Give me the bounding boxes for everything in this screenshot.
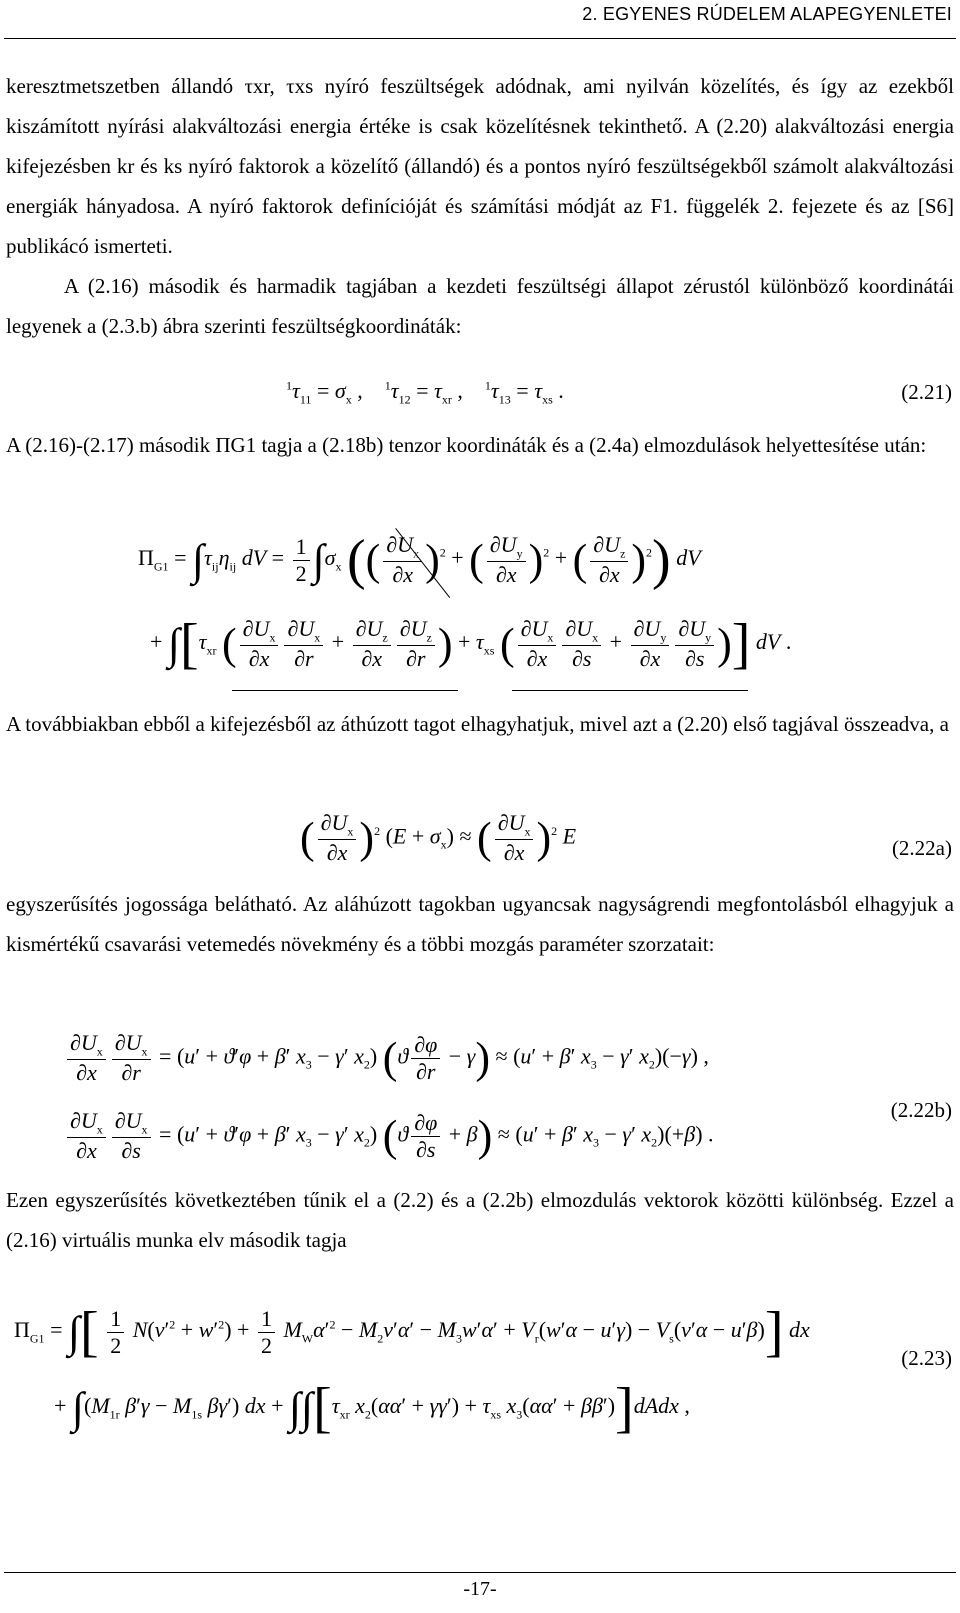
paragraph-initial-stress: A (2.16) második és harmadik tagjában a kezdeti feszültségi állapot zérustól különböző koordinátái legyenek a (2.3.b) ábra szerinti feszültségkoordináták: (6, 274, 954, 338)
equation-number: (2.21) (901, 380, 952, 404)
equation-number: (2.22a) (891, 836, 952, 860)
footer-rule (4, 1572, 956, 1573)
paragraph-strike-term: A továbbiakban ebből a kifejezésből az áthúzott tagot elhagyhatjuk, mivel azt a (2.20) első tagjával összeadva, a (6, 712, 949, 736)
header-rule (4, 38, 956, 39)
underline-term-xr (232, 690, 458, 691)
paragraph-second-term: A (2.16)-(2.17) második ΠG1 tagja a (2.18b) tenzor koordináták és a (2.4a) elmozdulások helyettesítése után: (6, 433, 927, 457)
paragraph-consequence: Ezen egyszerűsítés következtében tűnik el a (2.2) és a (2.2b) elmozdulás vektorok közötti különbség. Ezzel a (2.16) virtuális munka elv második tagja (6, 1188, 954, 1252)
running-header: 2. EGYENES RÚDELEM ALAPEGYENLETEI (582, 4, 952, 24)
paragraph-simplification: egyszerűsítés jogossága belátható. Az aláhúzott tagokban ugyancsak nagyságrendi megfontolásból elhagyjuk a kismértékű csavarási vetemedés növekmény és a többi mozgás paraméter szorzatait: (6, 892, 954, 956)
equation-number-2-23: (2.23) (901, 1346, 952, 1370)
underline-term-xs (512, 690, 748, 691)
page-number: -17- (463, 1578, 497, 1600)
paragraph-shear-factors: keresztmetszetben állandó τxr, τxs nyíró feszültségek adódnak, ami nyilván közelítés, és így az ezekből kiszámított nyírási alakváltozási energia értéke is csak közelítésnek tekinthető. A (2.20) alakváltozási energia kifejezésben kr és ks nyíró faktorok a közelítő (állandó) és a pontos nyíró feszültségekből számolt alakváltozási energiák hányadosa. A nyíró faktorok definícióját és számítási módját az F1. függelék 2. fejezete és az [S6] publikácó ismerteti. (6, 74, 954, 258)
equation-number-2-22b: (2.22b) (890, 1098, 952, 1122)
